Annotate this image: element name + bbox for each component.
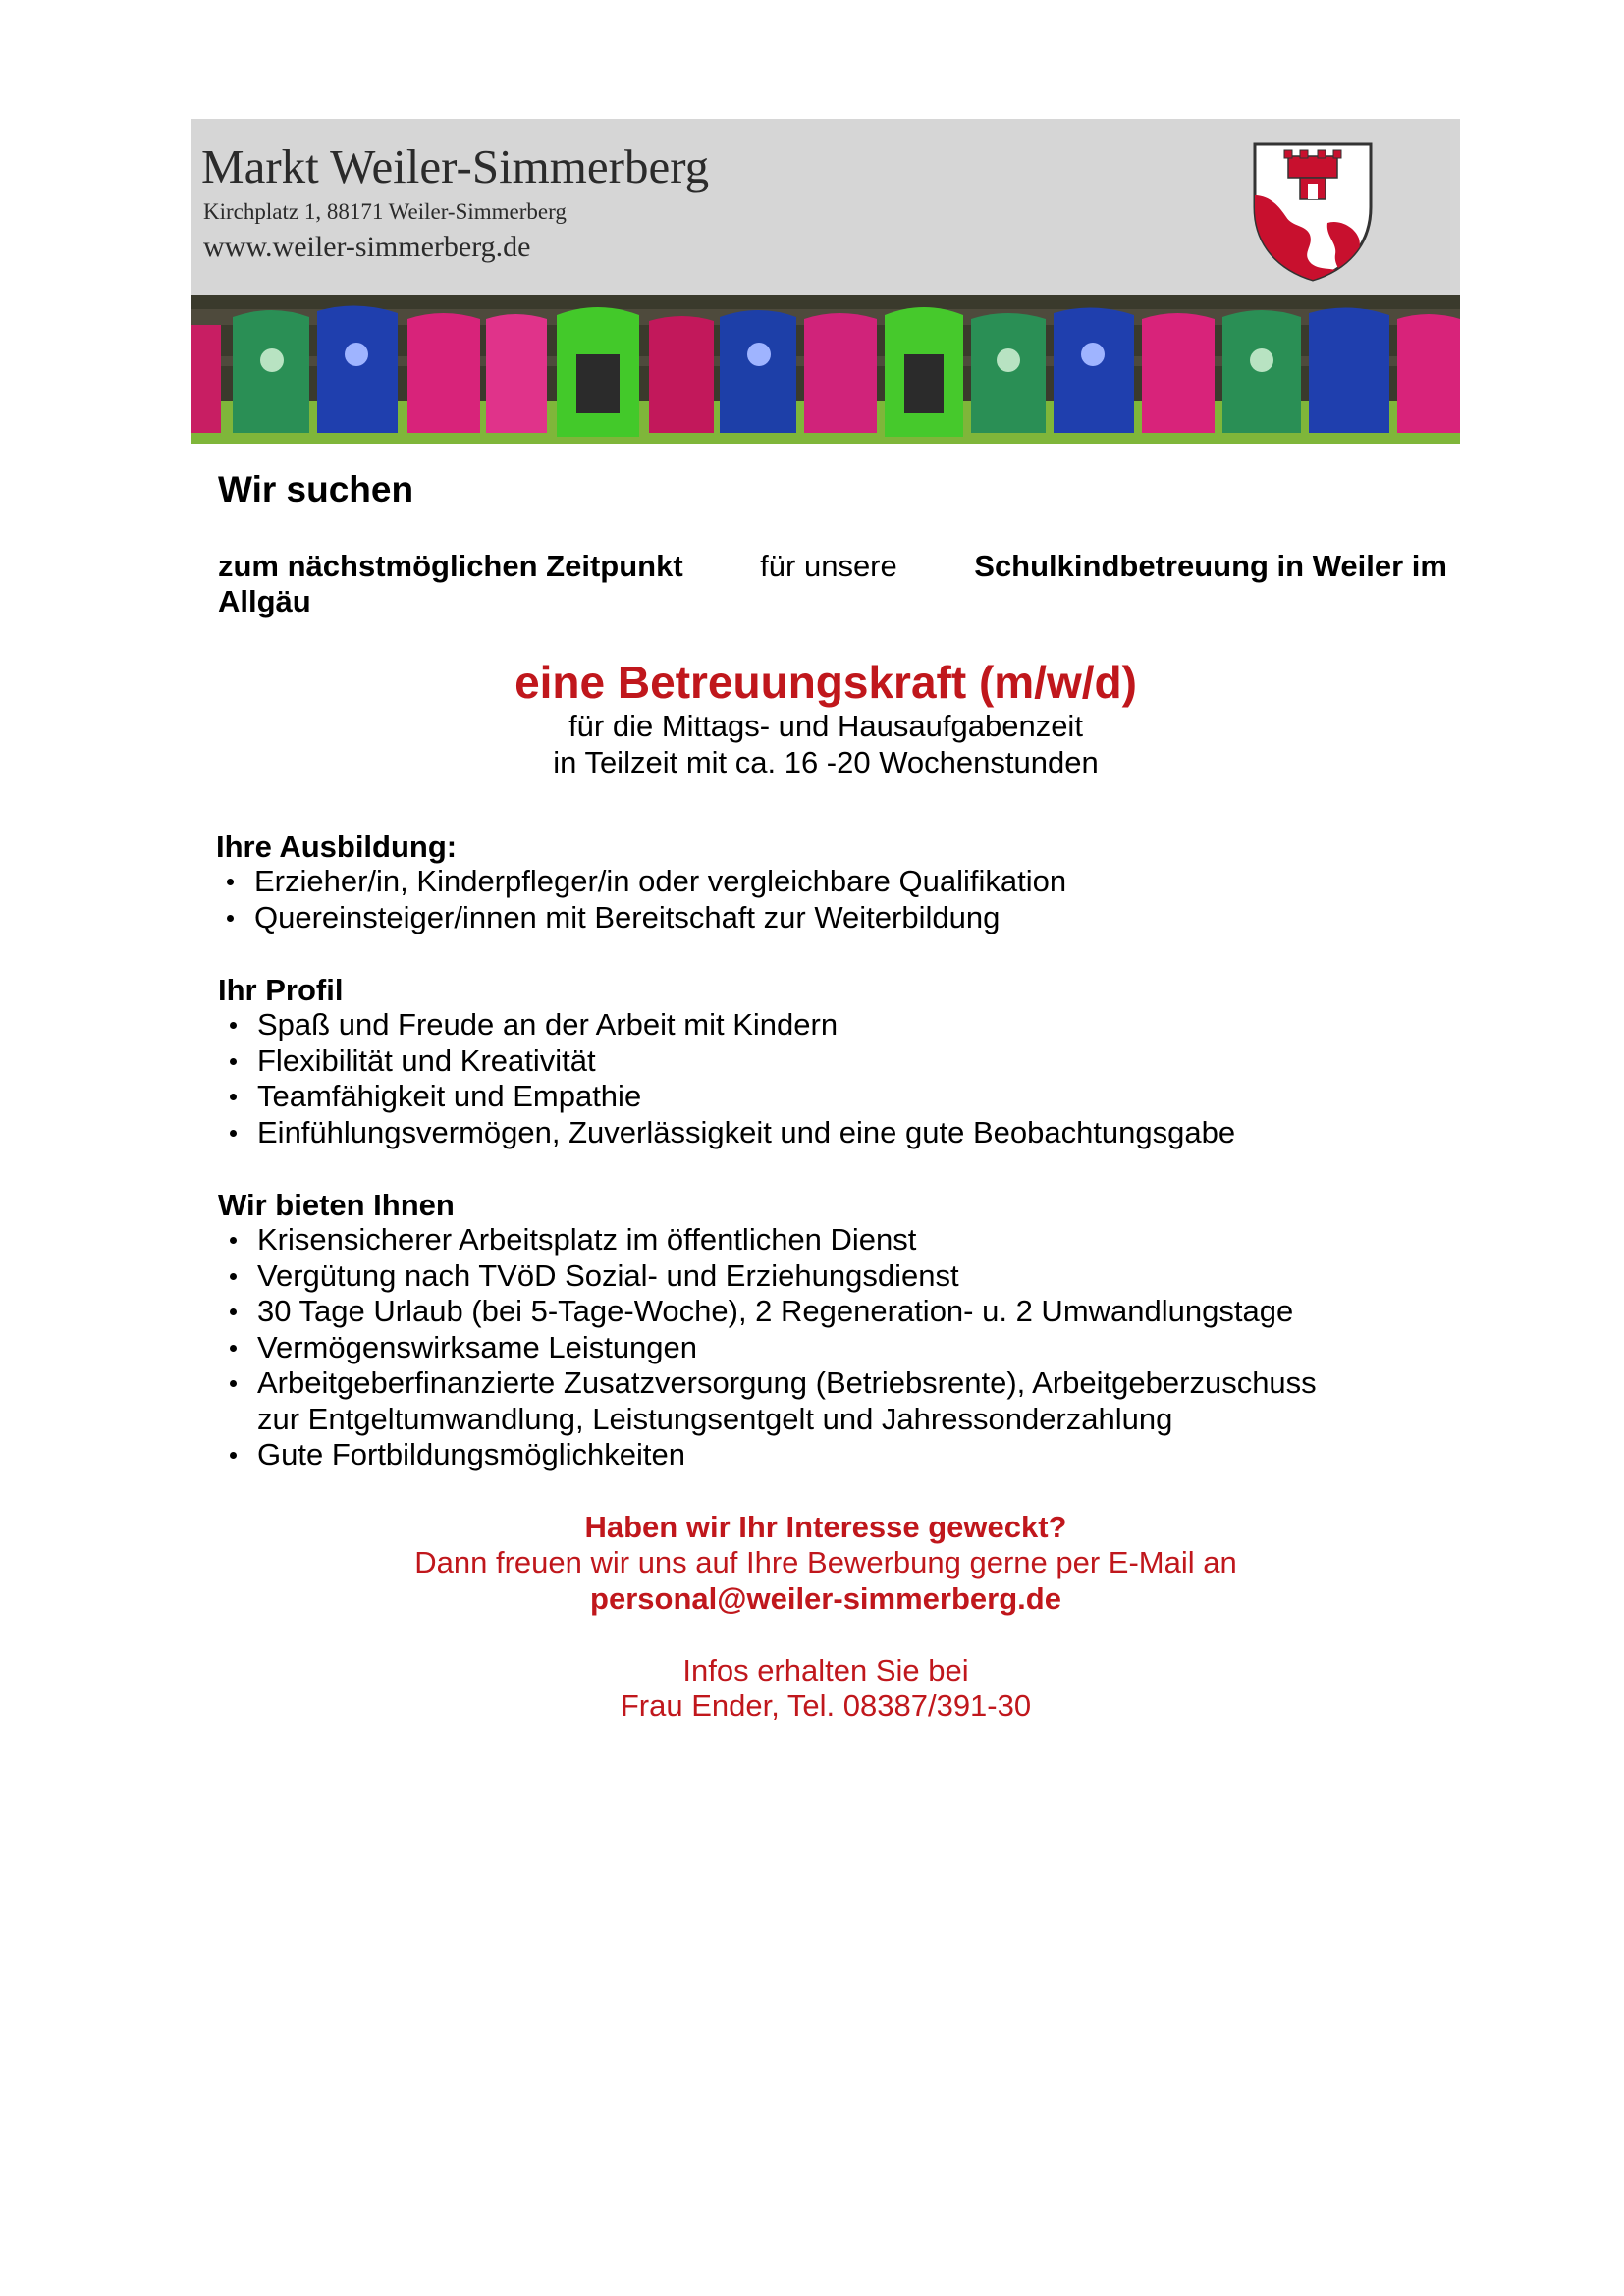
job-hours: in Teilzeit mit ca. 16 -20 Wochenstunden	[553, 745, 1099, 779]
job-title: eine Betreuungskraft (m/w/d)	[514, 657, 1137, 708]
training-list	[221, 864, 1066, 935]
list-item: Flexibilität und Kreativität	[224, 1043, 1235, 1080]
list-item: Teamfähigkeit und Empathie	[224, 1079, 1235, 1115]
list-item: Vergütung nach TVöD Sozial- und Erziehungsdienst	[224, 1258, 1317, 1295]
intro-connector: für unsere	[760, 549, 897, 583]
intro-program: Schulkindbetreuung in Weiler im	[974, 549, 1447, 583]
intro-line	[218, 549, 1447, 584]
list-item-line: Arbeitgeberfinanzierte Zusatzversorgung (Betriebsrente), Arbeitgeberzuschuss	[257, 1365, 1317, 1400]
list-item: Erzieher/in, Kinderpfleger/in oder vergleichbare Qualifikation	[221, 864, 1066, 900]
list-item	[224, 1365, 1317, 1437]
intro-heading: Wir suchen	[218, 469, 414, 509]
contact-invite: Dann freuen wir uns auf Ihre Bewerbung gerne per E-Mail an	[414, 1545, 1237, 1579]
list-item: Krisensicherer Arbeitsplatz im öffentlichen Dienst	[224, 1222, 1317, 1258]
benefits-list	[224, 1222, 1317, 1473]
organization-address: Kirchplatz 1, 88171 Weiler-Simmerberg	[203, 199, 567, 224]
list-item: Quereinsteiger/innen mit Bereitschaft zur Weiterbildung	[221, 900, 1066, 936]
section-heading-benefits: Wir bieten Ihnen	[218, 1188, 455, 1222]
list-item-line: zur Entgeltumwandlung, Leistungsentgelt und Jahressonderzahlung	[257, 1401, 1173, 1436]
contact-email[interactable]: personal@weiler-simmerberg.de	[590, 1581, 1061, 1616]
letterhead	[191, 119, 1460, 295]
intro-location: Allgäu	[218, 584, 311, 618]
backpacks-photo	[191, 295, 1460, 444]
section-heading-profile: Ihr Profil	[218, 973, 344, 1007]
contact-person: Frau Ender, Tel. 08387/391-30	[620, 1688, 1032, 1723]
list-item: Einfühlungsvermögen, Zuverlässigkeit und eine gute Beobachtungsgabe	[224, 1115, 1235, 1151]
intro-timing: zum nächstmöglichen Zeitpunkt	[218, 549, 683, 583]
coat-of-arms-icon	[1249, 136, 1377, 282]
contact-question: Haben wir Ihr Interesse geweckt?	[584, 1510, 1067, 1544]
section-heading-training: Ihre Ausbildung:	[216, 829, 458, 864]
organization-name: Markt Weiler-Simmerberg	[201, 139, 710, 193]
list-item: 30 Tage Urlaub (bei 5-Tage-Woche), 2 Regeneration- u. 2 Umwandlungstage	[224, 1294, 1317, 1330]
contact-info-label: Infos erhalten Sie bei	[682, 1653, 969, 1687]
profile-list	[224, 1007, 1235, 1150]
job-subtitle: für die Mittags- und Hausaufgabenzeit	[568, 709, 1083, 743]
list-item: Spaß und Freude an der Arbeit mit Kindern	[224, 1007, 1235, 1043]
organization-website: www.weiler-simmerberg.de	[203, 231, 531, 263]
list-item: Gute Fortbildungsmöglichkeiten	[224, 1437, 1317, 1473]
list-item: Vermögenswirksame Leistungen	[224, 1330, 1317, 1366]
